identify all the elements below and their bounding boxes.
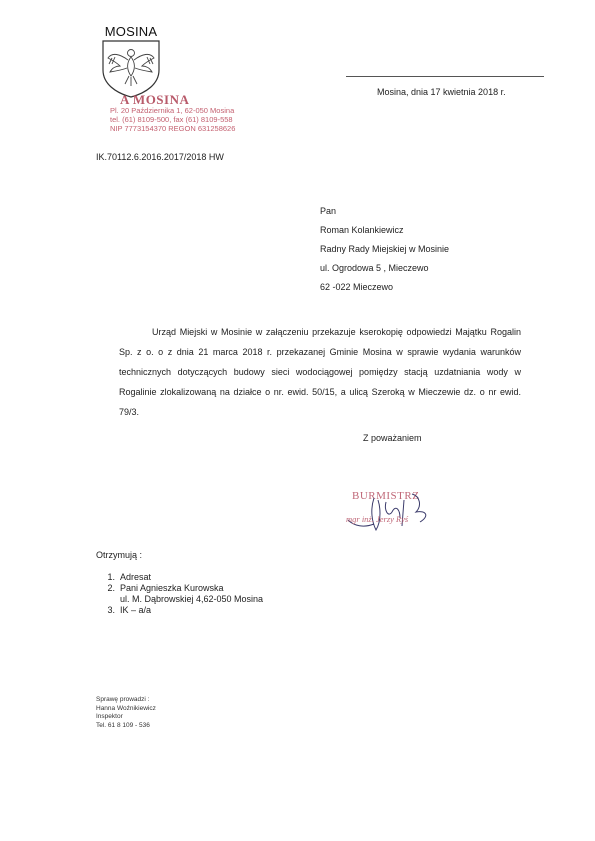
case-officer-name: Hanna Woźnikiewicz (96, 704, 156, 712)
list-text: Adresat (120, 572, 152, 582)
signatory-title: BURMISTRZ (352, 490, 420, 502)
letter-paragraph: Urząd Miejski w Mosinie w załączeniu przekazuje kserokopię odpowiedzi Majątku Rogalin Sp. z o. o z dnia 21 marca 2018 r. przekazanej Gminie Mosina w sprawie wydania warunków technicznych dotyczących budowy sieci wodociągowej pomiędzy stacją uzdatniania wody w Rogalinie zlokalizowaną na działce o nr. ewid. 50/15, a ulicą Szeroką w Mieczewie dz. o nr ewid. 79/3. (119, 327, 521, 417)
stamp-nip-regon: NIP 7773154370 REGON 631258626 (110, 124, 236, 133)
list-item (96, 605, 263, 616)
letter-body (119, 322, 521, 422)
case-officer-role: Inspektor (96, 713, 123, 720)
date-line: Mosina, dnia 17 kwietnia 2018 r. (377, 87, 506, 97)
closing-regards: Z poważaniem (363, 433, 422, 443)
list-item (96, 572, 263, 583)
case-officer-phone: Tel. 61 8 109 - 536 (96, 721, 150, 729)
list-number: 1. (107, 572, 115, 582)
municipality-name: MOSINA (104, 24, 158, 39)
addressee-name: Roman Kolankiewicz (320, 225, 404, 235)
stamp-office-name: A MOSINA (120, 92, 190, 107)
signatory-name: mgr inż. Jerzy Ryś (346, 514, 409, 524)
list-item (96, 594, 263, 605)
list-text: IK – a/a (120, 605, 152, 615)
stamp-phone: tel. (61) 8109-500, fax (61) 8109-558 (110, 115, 233, 124)
stamp-address: Pl. 20 Października 1, 62-050 Mosina (110, 106, 235, 115)
list-number: 3. (107, 605, 115, 615)
list-text: Pani Agnieszka Kurowska (120, 583, 224, 593)
recipients-list (96, 572, 263, 616)
addressee-street: ul. Ogrodowa 5 , Mieczewo (320, 263, 429, 273)
reference-number: IK.70112.6.2016.2017/2018 HW (96, 152, 224, 162)
addressee-salutation: Pan (320, 206, 337, 216)
handwritten-signature (330, 480, 450, 545)
addressee-position: Radny Rady Miejskiej w Mosinie (320, 244, 450, 254)
header-rule (346, 76, 544, 77)
list-text: ul. M. Dąbrowskiej 4,62-050 Mosina (120, 594, 264, 604)
list-number: 2. (107, 583, 115, 593)
recipients-label: Otrzymują : (96, 550, 143, 560)
case-officer-block (96, 696, 156, 730)
list-item (96, 583, 263, 594)
case-officer-label: Sprawę prowadzi : (96, 696, 150, 703)
addressee-postal: 62 -022 Mieczewo (320, 282, 394, 292)
